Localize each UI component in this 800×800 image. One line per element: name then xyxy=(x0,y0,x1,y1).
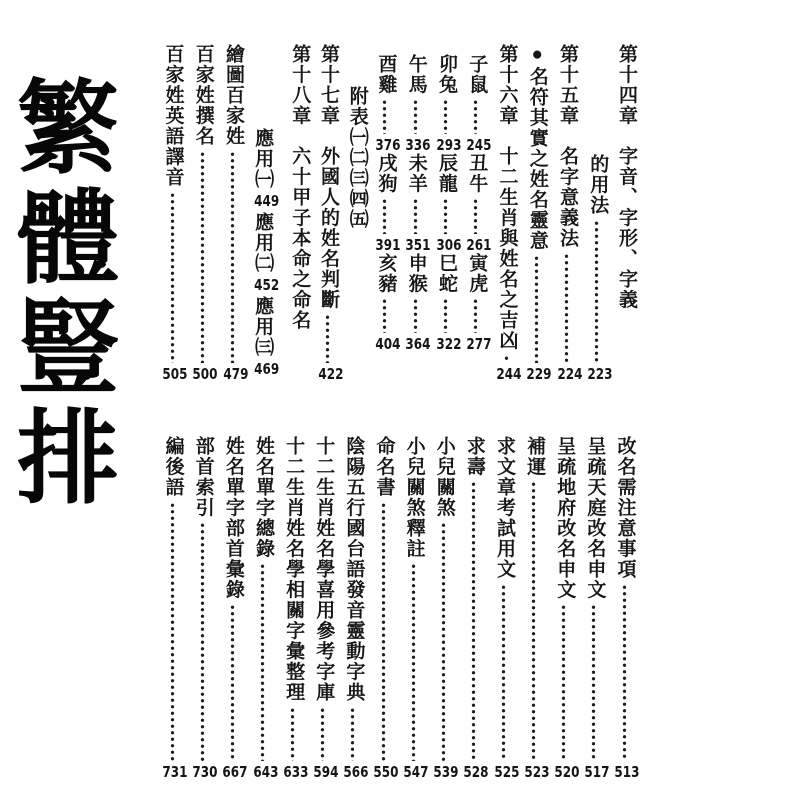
dot-leader xyxy=(325,314,330,363)
entry-title: 求文章考試用文 xyxy=(493,436,515,580)
entry-title: 百家姓英語譯音 xyxy=(162,44,184,188)
page-number: 633 xyxy=(283,763,309,781)
entry-title: 改名需注意事項 xyxy=(614,436,636,580)
entry-title: 應用㈠ xyxy=(252,128,274,190)
toc-column-ch14 xyxy=(615,44,636,382)
toc-column-ch15 xyxy=(555,44,583,383)
page-number: 594 xyxy=(313,763,339,781)
entry-title: 十二生肖姓名學喜用參考字庫 xyxy=(313,436,335,703)
toc-column-ch17 xyxy=(316,44,344,383)
entry-title: 姓名單字總錄 xyxy=(252,436,274,559)
toc-column-bullet-entry xyxy=(524,44,552,383)
entry-title: 未羊 xyxy=(405,153,427,195)
zodiac-entry xyxy=(464,252,492,353)
dot-leader xyxy=(411,563,416,761)
dot-leader xyxy=(290,707,295,762)
page-number: 539 xyxy=(433,763,459,781)
entry-title: 寅虎 xyxy=(466,252,488,294)
toc-column-zodiac-3 xyxy=(403,44,431,382)
entry-title: 丑牛 xyxy=(466,153,488,195)
dot-leader xyxy=(170,502,175,762)
page-number: 229 xyxy=(526,365,552,383)
page-number: 261 xyxy=(466,235,492,254)
toc-entry xyxy=(612,436,640,781)
dot-leader xyxy=(564,253,569,364)
toc-upper-block xyxy=(160,44,636,382)
page-number: 517 xyxy=(584,763,610,781)
dot-leader xyxy=(594,220,599,364)
page-number: 404 xyxy=(375,334,401,353)
toc-entry xyxy=(401,436,429,781)
entry-title: 百家姓撰名 xyxy=(192,44,214,147)
dot-leader xyxy=(501,584,506,762)
dot-leader xyxy=(443,99,448,134)
chapter-label: 第十六章 xyxy=(496,44,518,126)
toc-entry xyxy=(341,436,369,781)
dot-leader xyxy=(230,151,235,364)
page-number: 731 xyxy=(162,763,188,781)
entry-title: 戌狗 xyxy=(375,153,397,195)
dot-leader xyxy=(200,522,205,761)
entry-title: 子鼠 xyxy=(466,54,488,95)
toc-entry xyxy=(281,436,309,781)
dot-leader xyxy=(443,298,448,333)
dot-leader xyxy=(413,198,418,233)
page-number: 293 xyxy=(435,136,461,155)
page-number: 479 xyxy=(222,365,249,383)
entry-title: 六十甲子本命之命名 xyxy=(289,146,311,331)
page-number: 351 xyxy=(405,235,431,254)
page-number: 391 xyxy=(375,235,401,254)
page-number: 223 xyxy=(587,365,613,383)
entry-title: 應用㈢ xyxy=(252,296,274,358)
page-number: 643 xyxy=(252,763,278,781)
toc-column-appendix-tables xyxy=(346,44,367,382)
zodiac-entry xyxy=(403,252,431,353)
page-number: 224 xyxy=(556,365,583,383)
zodiac-entry xyxy=(434,153,461,254)
entry-title: 部首索引 xyxy=(192,436,214,518)
page-number: 364 xyxy=(405,334,431,353)
entry-title: 陰陽五行國台語發音靈動字典 xyxy=(343,436,365,703)
toc-entry xyxy=(492,436,519,781)
dot-leader xyxy=(200,151,205,364)
dot-leader xyxy=(382,198,387,233)
toc-column-surnames-naming xyxy=(190,44,218,383)
page-side-label: 繁體豎排 xyxy=(0,74,119,514)
page-number: 244 xyxy=(496,365,522,383)
toc-column-surnames-illustrated xyxy=(221,44,249,383)
entry-title: 呈疏天庭改名申文 xyxy=(584,436,606,600)
page-number: 336 xyxy=(405,136,431,155)
entry-title: 姓名單字部首彙錄 xyxy=(222,436,244,600)
page-number: 505 xyxy=(162,365,188,383)
entry-title: 名字意義法 xyxy=(557,146,579,249)
dot-leader xyxy=(381,502,386,762)
dot-leader xyxy=(413,298,418,333)
zodiac-entry xyxy=(464,54,492,155)
page-number: 667 xyxy=(222,763,248,781)
entry-title: 申猴 xyxy=(405,252,427,294)
dot-leader xyxy=(170,192,175,364)
entry-title: 十二生肖與姓名之吉凶 xyxy=(496,146,518,351)
toc-column-ch16 xyxy=(494,44,522,383)
page-number: 306 xyxy=(435,235,461,254)
page-number: 547 xyxy=(403,763,429,781)
dot-leader xyxy=(320,707,325,762)
page-number: 550 xyxy=(373,763,399,781)
dot-leader xyxy=(473,198,478,233)
dot-leader xyxy=(531,481,536,761)
entry-title: 附表㈠㈡㈢㈣㈤ xyxy=(346,86,368,230)
zodiac-entry xyxy=(434,54,461,155)
page-number: 376 xyxy=(375,136,401,155)
page-number: 500 xyxy=(192,365,218,383)
dot-leader xyxy=(441,522,446,761)
dot-leader xyxy=(473,298,478,333)
toc-column-ch18-applications xyxy=(251,44,282,382)
page-number: 730 xyxy=(192,763,218,781)
page-number: 322 xyxy=(435,334,461,353)
dot-leader xyxy=(471,481,476,761)
zodiac-entry xyxy=(434,252,461,353)
toc-column-ch18 xyxy=(288,44,309,382)
dot-leader xyxy=(473,99,478,134)
entry-title: 繪圖百家姓 xyxy=(223,44,245,147)
toc-entry xyxy=(552,436,580,781)
page-number: 277 xyxy=(466,334,492,353)
toc-entry xyxy=(371,436,399,781)
page-number: 452 xyxy=(253,275,280,294)
entry-title: 酉雞 xyxy=(375,54,397,95)
page-number: 523 xyxy=(524,763,550,781)
entry-title: 命名書 xyxy=(373,436,395,498)
entry-title: 辰龍 xyxy=(435,153,457,195)
page-number: 513 xyxy=(614,763,640,781)
entry-title: 補運 xyxy=(524,436,546,477)
toc-column-ch14-cont xyxy=(585,44,613,383)
chapter-label: 第十四章 xyxy=(616,44,637,126)
zodiac-entry xyxy=(464,153,492,254)
entry-title: 外國人的姓名判斷 xyxy=(318,146,340,310)
zodiac-entry xyxy=(403,153,431,254)
entry-title: 十二生肖姓名學相關字彙整理 xyxy=(283,436,305,703)
entry-title: 巳蛇 xyxy=(435,252,457,294)
toc-entry xyxy=(220,436,248,781)
toc-entry xyxy=(461,436,489,781)
toc-entry xyxy=(160,436,188,781)
toc-entry xyxy=(190,436,218,781)
page-number: 520 xyxy=(554,763,580,781)
page-number: 528 xyxy=(463,763,489,781)
page-number: 469 xyxy=(253,359,280,378)
toc-entry xyxy=(582,436,610,781)
toc-entry xyxy=(311,436,339,781)
entry-title: ●名符其實之姓名靈意 xyxy=(526,44,548,251)
page-number: 245 xyxy=(466,136,492,155)
entry-title: 求壽 xyxy=(463,436,485,477)
toc-column-zodiac-1 xyxy=(464,44,492,382)
dot-leader xyxy=(561,604,566,761)
toc-column-surnames-english xyxy=(160,44,188,383)
dot-leader xyxy=(382,298,387,333)
dot-leader xyxy=(622,584,627,762)
zodiac-entry xyxy=(373,54,401,155)
dot-leader xyxy=(443,198,448,233)
entry-title: 應用㈡ xyxy=(252,212,274,274)
zodiac-entry xyxy=(373,252,401,353)
dot-leader xyxy=(534,255,539,363)
toc-entry xyxy=(251,436,278,781)
entry-title: 亥豬 xyxy=(375,252,397,294)
entry-title: 卯兔 xyxy=(435,54,457,95)
entry-title: 編後語 xyxy=(162,436,184,498)
page-number: 566 xyxy=(343,763,369,781)
chapter-label: 第十八章 xyxy=(289,44,311,126)
entry-title: 小兒關煞 xyxy=(433,436,455,518)
dot-leader xyxy=(591,604,596,761)
toc-lower-block xyxy=(160,436,640,781)
dot-leader xyxy=(350,707,355,762)
page-number: 525 xyxy=(493,763,519,781)
toc-entry xyxy=(522,436,550,781)
toc-column-zodiac-4 xyxy=(373,44,401,382)
chapter-label: 第十五章 xyxy=(557,44,579,126)
zodiac-entry xyxy=(373,153,401,254)
entry-title: 午馬 xyxy=(405,54,427,95)
page-number: 449 xyxy=(253,191,280,210)
chapter-label: 第十七章 xyxy=(318,44,340,126)
page-number: 422 xyxy=(317,365,344,383)
dot-leader xyxy=(382,99,387,134)
dot-leader xyxy=(230,604,235,761)
zodiac-entry xyxy=(403,54,431,155)
dot-leader xyxy=(413,99,418,134)
dot-leader xyxy=(504,355,509,363)
toc-column-zodiac-2 xyxy=(434,44,461,382)
entry-title: 的用法 xyxy=(587,154,609,216)
entry-title: 呈疏地府改名申文 xyxy=(554,436,576,600)
toc-entry xyxy=(431,436,459,781)
dot-leader xyxy=(260,563,265,761)
entry-title: 小兒關煞釋註 xyxy=(403,436,425,559)
entry-title: 字音、字形、字義 xyxy=(616,146,637,310)
